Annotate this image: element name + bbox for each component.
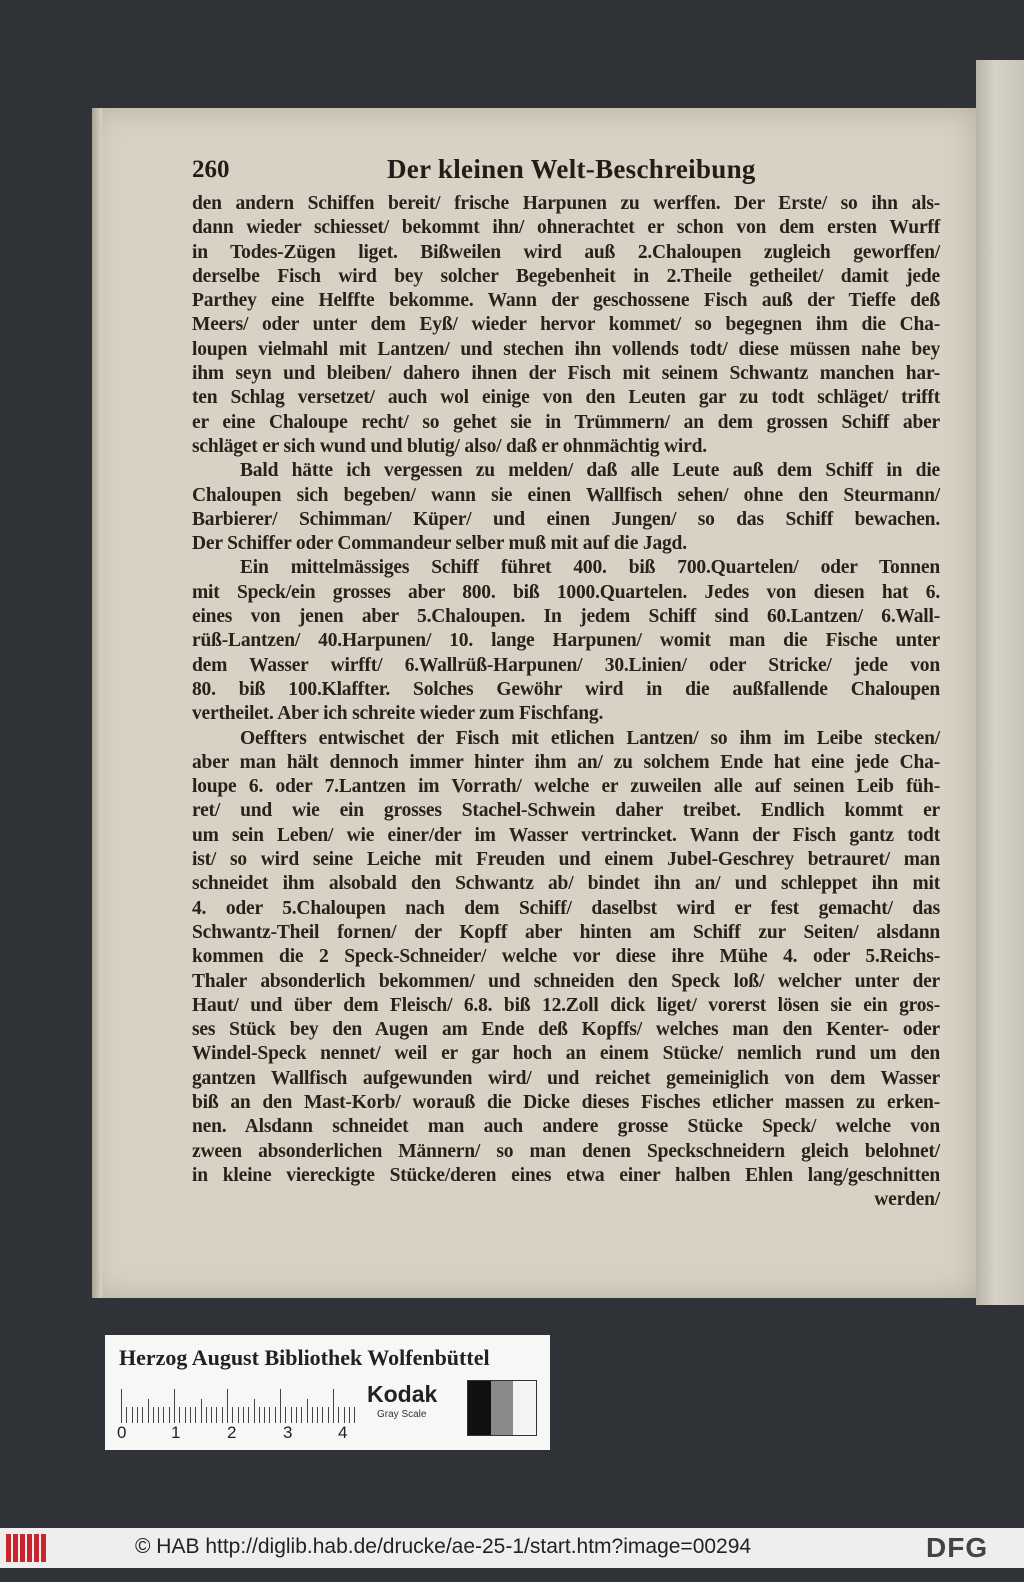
text-line: loupen vielmahl mit Lantzen/ und stechen ihn vollends todt/ diese müssen nahe bey (192, 338, 940, 360)
ruler-tick (317, 1407, 318, 1423)
ruler-tick (338, 1407, 339, 1423)
text-line: gantzen Wallfisch aufgewunden wird/ und reichet gemeiniglich von dem Wasser (192, 1067, 940, 1089)
ruler-tick (301, 1407, 302, 1423)
text-line: zween absonderlichen Männern/ so man denen Speckschneidern gleich belohnet/ (192, 1140, 940, 1162)
text-line: Schwantz-Theil fornen/ der Kopff aber hinten am Schiff zur Seiten/ alsdann (192, 921, 940, 943)
scale-number: 4 (338, 1423, 348, 1442)
text-line: in kleine viereckigte Stücke/deren eines etwa einer halben Ehlen lang/geschnitten (192, 1164, 940, 1186)
text-line: mit Speck/ein grosses aber 800. biß 1000.Quartelen. Jedes von diesen hat 6. (192, 581, 940, 603)
scale-number: 3 (283, 1423, 293, 1442)
ruler-tick (158, 1407, 159, 1423)
gray-patches (467, 1380, 537, 1436)
footer-url[interactable]: © HAB http://diglib.hab.de/drucke/ae-25-1/start.htm?image=00294 (135, 1535, 752, 1558)
text-line: nen. Alsdann schneidet man auch andere grosse Stücke Speck/ welche von (192, 1116, 940, 1138)
text-line: dann wieder schiesset/ bekommt ihn/ ohnerachtet er schon von dem ersten Wurff (192, 217, 940, 239)
text-line: Der Schiffer oder Commandeur selber muß mit auf die Jagd. (192, 533, 687, 555)
gray-patch (513, 1381, 536, 1435)
text-line: er eine Chaloupe recht/ so gehet sie in Trümmern/ an dem grossen Schiff aber (192, 411, 940, 433)
ruler-tick (344, 1407, 345, 1423)
ruler-tick (185, 1407, 186, 1423)
ruler-tick (248, 1407, 249, 1423)
page-gutter-shadow (92, 108, 102, 1298)
ruler-tick (132, 1407, 133, 1423)
text-line: Windel-Speck nennet/ weil er gar hoch an einem Stücke/ nemlich rund um den (192, 1043, 940, 1065)
catchword: werden/ (874, 1189, 940, 1211)
scale-number: 0 (117, 1423, 127, 1442)
gray-patch (491, 1381, 514, 1435)
text-line: ist/ so wird seine Leiche mit Freuden und einem Jubel-Geschrey betrauret/ man (192, 849, 940, 871)
ruler-tick (269, 1407, 270, 1423)
text-line: derselbe Fisch wird bey solcher Begebenheit in 2.Theile getheilet/ damit jede (192, 265, 940, 287)
text-line: Chaloupen sich begeben/ wann sie einen Wallfisch sehen/ ohne den Steurmann/ (192, 484, 940, 506)
ruler-tick (280, 1389, 281, 1423)
ruler-tick (312, 1407, 313, 1423)
gray-scale-label: Gray Scale (377, 1409, 427, 1420)
kodak-logo: Kodak (367, 1381, 438, 1407)
page-body-text (192, 192, 940, 1212)
ruler-tick (275, 1407, 276, 1423)
page-number: 260 (192, 156, 230, 183)
text-line: schneidet ihm alsobald den Schwantz ab/ bindet ihn an/ und schleppet ihn mit (192, 873, 940, 895)
ruler-tick (322, 1407, 323, 1423)
text-line: Meers/ oder unter dem Eyß/ wieder hervor kommet/ so begegnen ihm die Cha- (192, 314, 940, 336)
text-line: den andern Schiffen bereit/ frische Harpunen zu werffen. Der Erste/ so ihn als- (192, 193, 940, 214)
text-line: kommen die 2 Speck-Schneider/ welche vor diese ihre Mühe 4. oder 5.Reichs- (192, 946, 940, 968)
ruler-tick (195, 1407, 196, 1423)
text-line: 4. oder 5.Chaloupen nach dem Schiff/ daselbst wird er fest gemacht/ das (192, 897, 940, 919)
text-line: Bald hätte ich vergessen zu melden/ daß alle Leute auß dem Schiff in die (240, 460, 940, 482)
text-line: rüß-Lantzen/ 40.Harpunen/ 10. lange Harpunen/ womit man die Fische unter (192, 630, 940, 652)
ruler-tick (179, 1407, 180, 1423)
dfg-logo: DFG (926, 1532, 989, 1563)
ruler-tick (153, 1407, 154, 1423)
scale-ruler (121, 1385, 351, 1423)
text-line: Ein mittelmässiges Schiff führet 400. biß 700.Quartelen/ oder Tonnen (240, 557, 940, 579)
text-line: ses Stück bey den Augen am Ende deß Kopffs/ welches man den Kenter- oder (192, 1019, 940, 1041)
text-line: schläget er sich wund und blutig/ also/ daß er ohnmächtig wird. (192, 435, 707, 457)
text-line: loupe 6. oder 7.Lantzen im Vorrath/ welche er zuweilen alle auf seinen Leib füh- (192, 776, 940, 798)
ruler-tick (333, 1389, 334, 1423)
ruler-tick (307, 1399, 308, 1423)
ruler-tick (291, 1407, 292, 1423)
text-line: um sein Leben/ wie einer/der im Wasser vertrincket. Wann der Fisch gantz todt (192, 824, 940, 846)
text-line: ihm seyn und bleiben/ dahero ihnen der Fisch mit seinem Schwantz manchen har- (192, 363, 940, 385)
ruler-tick (349, 1407, 350, 1423)
gray-patch (468, 1381, 491, 1435)
ruler-tick (169, 1407, 170, 1423)
hab-logo-icon (6, 1534, 46, 1562)
ruler-tick (190, 1407, 191, 1423)
ruler-tick (227, 1389, 228, 1423)
text-line: ten Schlag versetzet/ auch wol einige von den Leuten gar zu todt schläget/ trifft (192, 387, 940, 409)
text-line: biß an den Mast-Korb/ worauß die Dicke dieses Fisches etlicher massen zu erken- (192, 1091, 940, 1113)
library-name: Herzog August Bibliothek Wolfenbüttel (119, 1345, 490, 1370)
footer-bar (0, 1528, 1024, 1568)
ruler-tick (121, 1389, 122, 1423)
ruler-tick (206, 1407, 207, 1423)
page-header (192, 156, 942, 188)
ruler-tick (148, 1399, 149, 1423)
scale-number: 2 (227, 1423, 237, 1442)
text-line: Haut/ und über dem Fleisch/ 6.8. biß 12.Zoll dick liget/ vorerst lösen sie ein gros- (192, 994, 940, 1016)
text-line: eines von jenen aber 5.Chaloupen. In jedem Schiff sind 60.Lantzen/ 6.Wall- (192, 606, 940, 628)
ruler-tick (264, 1407, 265, 1423)
running-title: Der kleinen Welt-Beschreibung (387, 154, 756, 184)
ruler-tick (137, 1407, 138, 1423)
ruler-tick (201, 1399, 202, 1423)
scale-number: 1 (171, 1423, 181, 1442)
ruler-tick (296, 1407, 297, 1423)
ruler-tick (222, 1407, 223, 1423)
text-line: vertheilet. Aber ich schreite wieder zum Fischfang. (192, 703, 604, 725)
text-line: dem Wasser wirfft/ 6.Wallrüß-Harpunen/ 30.Linien/ oder Stricke/ jede von (192, 654, 940, 676)
ruler-tick (174, 1389, 175, 1423)
ruler-tick (328, 1407, 329, 1423)
ruler-tick (259, 1407, 260, 1423)
ruler-tick (216, 1407, 217, 1423)
color-calibration-card (105, 1335, 550, 1450)
ruler-tick (142, 1407, 143, 1423)
text-line: ret/ und wie ein grosses Stachel-Schwein daher treibet. Endlich kommt er (192, 800, 940, 822)
ruler-tick (211, 1407, 212, 1423)
text-line: Parthey eine Helffte bekomme. Wann der geschossene Fisch auß der Tieffe deß (192, 290, 940, 312)
ruler-tick (126, 1407, 127, 1423)
ruler-tick (238, 1407, 239, 1423)
ruler-tick (354, 1407, 355, 1423)
ruler-tick (232, 1407, 233, 1423)
ruler-tick (243, 1407, 244, 1423)
ruler-tick (163, 1407, 164, 1423)
text-line: Thaler absonderlich bekommen/ und schneiden den Speck loß/ welcher unter der (192, 970, 940, 992)
text-line: Barbierer/ Schimman/ Küper/ und einen Jungen/ so das Schiff bewachen. (192, 508, 940, 530)
text-line: Oeffters entwischet der Fisch mit etlichen Lantzen/ so ihm im Leibe stecken/ (240, 727, 940, 749)
text-line: in Todes-Zügen liget. Bißweilen wird auß 2.Chaloupen zugleich geworffen/ (192, 241, 940, 263)
text-line: aber man hält dennoch immer hinter ihm an/ zu solchem Ende hat eine jede Cha- (192, 751, 940, 773)
ruler-tick (254, 1399, 255, 1423)
text-line: 80. biß 100.Klaffter. Solches Gewöhr wird in die außfallende Chaloupen (192, 678, 940, 700)
adjacent-page-edge (976, 60, 1024, 1305)
ruler-tick (285, 1407, 286, 1423)
